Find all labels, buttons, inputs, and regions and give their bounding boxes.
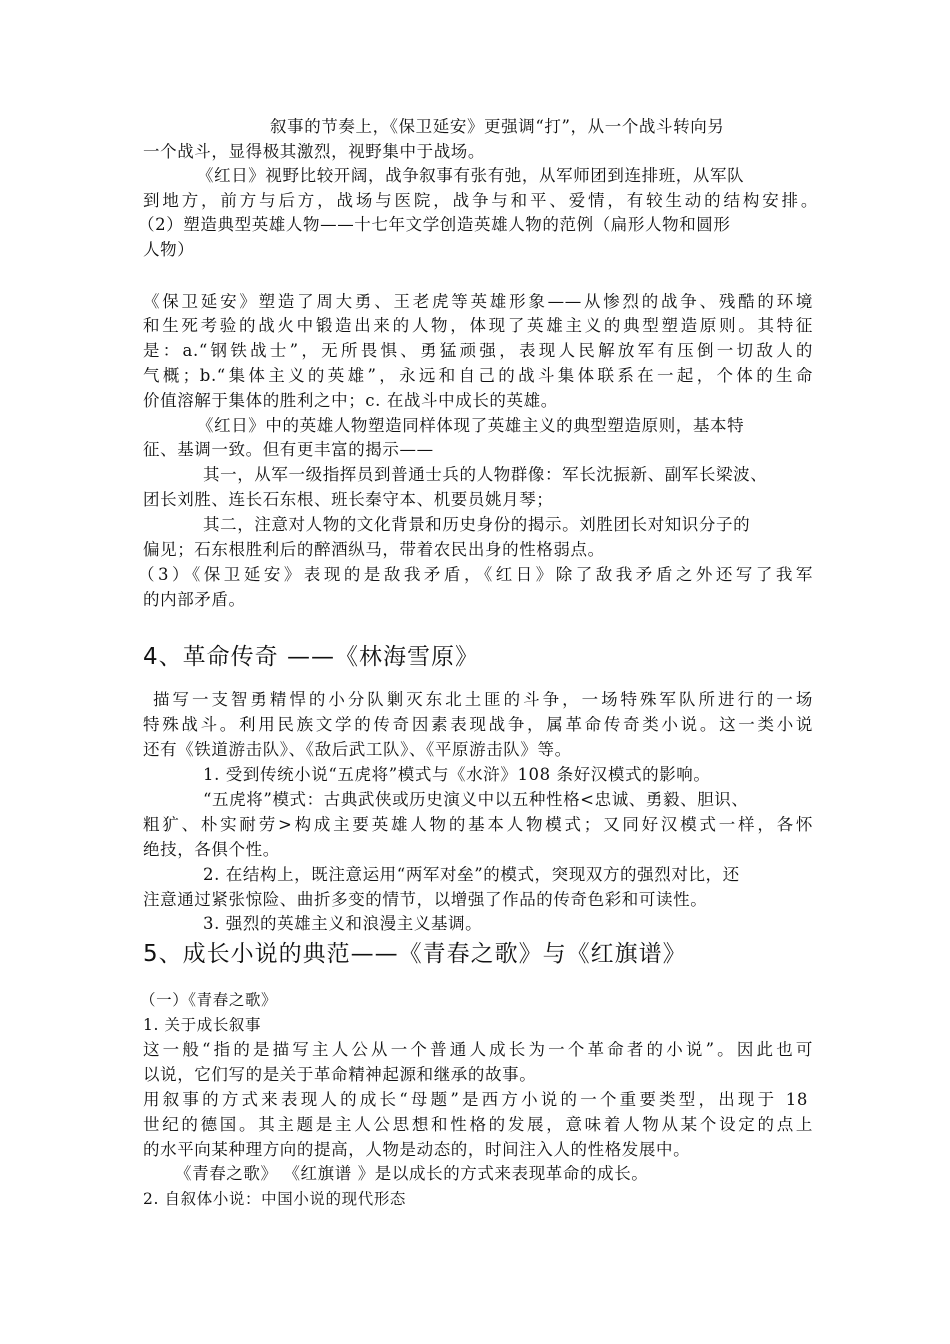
- text-line: 一个战斗，显得极其激烈，视野集中于战场。: [143, 142, 485, 161]
- text-line: 人物）: [143, 240, 195, 259]
- text-line: 气概；b.“集体主义的英雄”，永远和自己的战斗集体联系在一起，个体的生命: [143, 366, 813, 385]
- subheading: （一）《青春之歌》: [140, 991, 278, 1009]
- text-line: 到地方，前方与后方，战场与医院，战争与和平、爱情，有较生动的结构安排。: [143, 191, 818, 210]
- text-line: 其二，注意对人物的文化背景和历史身份的揭示。刘胜团长对知识分子的: [203, 515, 751, 534]
- text-line: 绝技，各俱个性。: [143, 840, 280, 859]
- text-line: 还有《铁道游击队》、《敌后武工队》、《平原游击队》等。: [143, 740, 572, 759]
- text-line: 《保卫延安》塑造了周大勇、王老虎等英雄形象——从惨烈的战争、残酷的环境: [143, 292, 813, 311]
- text-line: 其一，从军一级指挥员到普通士兵的人物群像：军长沈振新、副军长梁波、: [203, 465, 768, 484]
- text-line: 1. 受到传统小说“五虎将”模式与《水浒》108 条好汉模式的影响。: [203, 765, 711, 784]
- text-line: （3）《保卫延安》表现的是敌我矛盾，《红日》除了敌我矛盾之外还写了我军: [138, 565, 813, 584]
- subheading: 1. 关于成长叙事: [143, 1016, 262, 1034]
- text-line: 世纪的德国。其主题是主人公思想和性格的发展，意味着人物从某个设定的点上: [143, 1115, 813, 1134]
- text-line: 以说，它们写的是关于革命精神起源和继承的故事。: [143, 1065, 537, 1084]
- text-line: 偏见；石东根胜利后的醉酒纵马，带着农民出身的性格弱点。: [143, 540, 605, 559]
- text-line: 这一般“指的是描写主人公从一个普通人成长为一个革命者的小说”。因此也可: [143, 1040, 813, 1059]
- text-line: “五虎将”模式：古典武侠或历史演义中以五种性格<忠诚、勇毅、胆识、: [203, 790, 749, 809]
- text-line: 注意通过紧张惊险、曲折多变的情节，以增强了作品的传奇色彩和可读性。: [143, 890, 708, 909]
- text-line: 特殊战斗。利用民族文学的传奇因素表现战争，属革命传奇类小说。这一类小说: [143, 715, 813, 734]
- text-line: 叙事的节奏上，《保卫延安》更强调“打”，从一个战斗转向另: [270, 117, 725, 136]
- text-line: 是：a.“钢铁战士”，无所畏惧、勇猛顽强，表现人民解放军有压倒一切敌人的: [143, 341, 813, 360]
- section-heading-4: 4、革命传奇 ——《林海雪原》: [143, 644, 479, 670]
- text-line: 的内部矛盾。: [143, 590, 246, 609]
- text-line: 《红日》中的英雄人物塑造同样体现了英雄主义的典型塑造原则，基本特: [197, 416, 745, 435]
- text-line: 2. 在结构上，既注意运用“两军对垒”的模式，突现双方的强烈对比，还: [203, 865, 740, 884]
- text-line: 用叙事的方式来表现人的成长“母题”是西方小说的一个重要类型，出现于 18: [143, 1090, 808, 1109]
- text-line: 《红日》视野比较开阔，战争叙事有张有弛，从军师团到连排班，从军队: [197, 166, 745, 185]
- text-line: 和生死考验的战火中锻造出来的人物，体现了英雄主义的典型塑造原则。其特征: [143, 316, 813, 335]
- text-line: 征、基调一致。但有更丰富的揭示——: [143, 440, 434, 459]
- text-line: 《青春之歌》 《红旗谱 》是以成长的方式来表现革命的成长。: [175, 1164, 649, 1183]
- section-heading-5: 5、成长小说的典范——《青春之歌》与《红旗谱》: [143, 941, 687, 967]
- text-line: 价值溶解于集体的胜利之中；c. 在战斗中成长的英雄。: [143, 391, 558, 410]
- text-line: 的水平向某种理方向的提高，人物是动态的，时间注入人的性格发展中。: [143, 1140, 691, 1159]
- text-line: 团长刘胜、连长石东根、班长秦守本、机要员姚月琴；: [143, 490, 554, 509]
- text-line: 描写一支智勇精悍的小分队剿灭东北土匪的斗争，一场特殊军队所进行的一场: [153, 690, 813, 709]
- text-line: （2）塑造典型英雄人物——十七年文学创造英雄人物的范例（扁形人物和圆形: [138, 215, 731, 234]
- subheading: 2. 自叙体小说：中国小说的现代形态: [143, 1190, 407, 1208]
- text-line: 3. 强烈的英雄主义和浪漫主义基调。: [203, 914, 483, 933]
- text-line: 粗犷、朴实耐劳>构成主要英雄人物的基本人物模式；又同好汉模式一样，各怀: [143, 815, 813, 834]
